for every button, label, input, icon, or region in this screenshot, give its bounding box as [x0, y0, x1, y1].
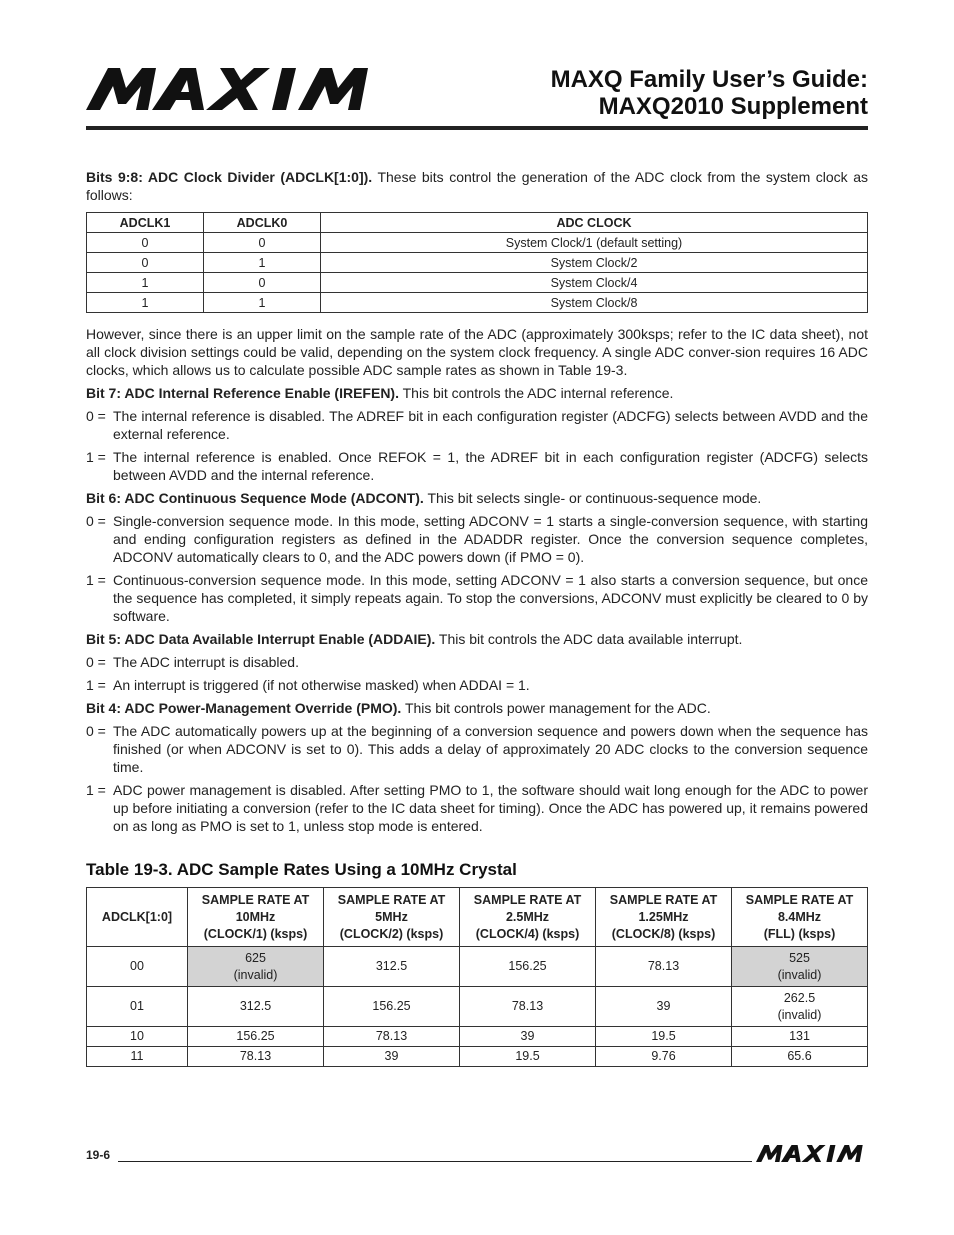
however-paragraph: However, since there is an upper limit on the sample rate of the ADC (approximately 300ksps; refer to the IC data sheet), not all clock division settings could be valid, depending on the system clock frequency. A single ADC conver-sion requires 16 ADC clocks, which allows us to calculate possible ADC sample rates as shown in Table 19-3. — [86, 326, 868, 378]
item-text: The ADC interrupt is disabled. — [113, 654, 299, 670]
bit5-item-1 — [86, 676, 868, 694]
header-divider — [86, 126, 868, 130]
table-row — [87, 1047, 868, 1067]
adc-clock-table — [86, 212, 868, 313]
table-header-cell: ADCLK[1:0] — [87, 888, 188, 947]
table-cell: 131 — [732, 1027, 868, 1047]
table-cell: 156.25 — [460, 947, 596, 987]
maxim-footer-logo — [756, 1145, 868, 1162]
maxim-logo — [86, 68, 382, 110]
item-text: Continuous-conversion sequence mode. In this mode, setting ADCONV = 1 also starts a conversion sequence, but once the sequence has completed, it simply repeats again. To stop the conversions, ADCONV must explicitly be cleared to 0 by software. — [113, 572, 868, 624]
table-row — [87, 987, 868, 1027]
bit6-text: This bit selects single- or continuous-sequence mode. — [423, 490, 762, 506]
table-cell: 9.76 — [596, 1047, 732, 1067]
bit7-text: This bit controls the ADC internal reference. — [398, 385, 674, 401]
bit5-item-0 — [86, 653, 868, 671]
table-cell: 78.13 — [460, 987, 596, 1027]
item-text: The ADC automatically powers up at the beginning of a conversion sequence and powers down when the sequence has finished (or when ADCONV is set to 0). This adds a delay of approximately 20 ADC clocks to the conversion sequence time. — [113, 723, 868, 775]
item-key: 0 = — [86, 723, 106, 739]
bit5-text: This bit controls the ADC data available interrupt. — [435, 631, 743, 647]
table-cell: System Clock/4 — [321, 273, 868, 293]
bit6-item-0 — [86, 512, 868, 566]
bit7-heading: Bit 7: ADC Internal Reference Enable (IREFEN). — [86, 385, 399, 401]
table-header-row — [87, 213, 868, 233]
table-cell: 78.13 — [596, 947, 732, 987]
sample-rate-table — [86, 887, 868, 1067]
document-title-line1: MAXQ Family User’s Guide: — [550, 66, 868, 93]
item-text: An interrupt is triggered (if not otherwise masked) when ADDAI = 1. — [113, 677, 530, 693]
table-cell: 00 — [87, 947, 188, 987]
table-cell: 0 — [204, 273, 321, 293]
table-cell: 39 — [324, 1047, 460, 1067]
table-cell: 1 — [204, 293, 321, 313]
table-header-cell: SAMPLE RATE AT 8.4MHz (FLL) (ksps) — [732, 888, 868, 947]
bit6-paragraph — [86, 489, 868, 507]
item-key: 0 = — [86, 513, 106, 529]
bit5-paragraph — [86, 630, 868, 648]
bit4-text: This bit controls power management for the ADC. — [401, 700, 711, 716]
item-key: 1 = — [86, 572, 106, 588]
bit4-item-0 — [86, 722, 868, 776]
table-header-cell: SAMPLE RATE AT 2.5MHz (CLOCK/4) (ksps) — [460, 888, 596, 947]
table-cell: 312.5 — [324, 947, 460, 987]
table-cell: System Clock/2 — [321, 253, 868, 273]
item-key: 0 = — [86, 654, 106, 670]
table-header-cell: ADCLK0 — [204, 213, 321, 233]
item-text: The internal reference is enabled. Once REFOK = 1, the ADREF bit in each configuration register (ADCFG) selects between AVDD and the internal reference. — [113, 449, 868, 483]
table-cell: 78.13 — [324, 1027, 460, 1047]
table-row — [87, 273, 868, 293]
bit4-paragraph — [86, 699, 868, 717]
bit4-item-1 — [86, 781, 868, 835]
table-cell: 39 — [596, 987, 732, 1027]
intro-paragraph — [86, 168, 868, 204]
table-cell: System Clock/1 (default setting) — [321, 233, 868, 253]
table-cell: 156.25 — [188, 1027, 324, 1047]
table-cell: 156.25 — [324, 987, 460, 1027]
table-row — [87, 233, 868, 253]
table-cell: 1 — [204, 253, 321, 273]
table-cell: 10 — [87, 1027, 188, 1047]
table-cell: 19.5 — [460, 1047, 596, 1067]
table-row — [87, 1027, 868, 1047]
table-cell: 39 — [460, 1027, 596, 1047]
table-row — [87, 293, 868, 313]
table-cell: 01 — [87, 987, 188, 1027]
item-key: 1 = — [86, 449, 106, 465]
table-header-cell: ADC CLOCK — [321, 213, 868, 233]
table-cell: 1 — [87, 273, 204, 293]
document-title — [348, 66, 868, 120]
bit7-item-0 — [86, 407, 868, 443]
document-title-line2: MAXQ2010 Supplement — [598, 93, 868, 120]
table-cell: 0 — [204, 233, 321, 253]
bit5-heading: Bit 5: ADC Data Available Interrupt Enable (ADDAIE). — [86, 631, 436, 647]
table-cell: 0 — [87, 233, 204, 253]
intro-text: These bits control the generation of the ADC clock from the system clock as follows: — [86, 169, 868, 203]
table-cell: 65.6 — [732, 1047, 868, 1067]
intro-heading: Bits 9:8: ADC Clock Divider (ADCLK[1:0]). — [86, 169, 373, 185]
page-content — [86, 168, 868, 1067]
table-cell: 78.13 — [188, 1047, 324, 1067]
table-header-cell: ADCLK1 — [87, 213, 204, 233]
table-row — [87, 253, 868, 273]
item-text: The internal reference is disabled. The ADREF bit in each configuration register (ADCFG) selects between AVDD and the external reference. — [113, 408, 868, 442]
table-cell-invalid: 525 (invalid) — [732, 947, 868, 987]
table-cell: 1 — [87, 293, 204, 313]
bit7-item-1 — [86, 448, 868, 484]
table-cell: 0 — [87, 253, 204, 273]
table-header-cell: SAMPLE RATE AT 5MHz (CLOCK/2) (ksps) — [324, 888, 460, 947]
table-caption: Table 19-3. ADC Sample Rates Using a 10MHz Crystal — [86, 860, 517, 879]
table-cell-invalid: 262.5 (invalid) — [732, 987, 868, 1027]
table-row — [87, 947, 868, 987]
item-text: ADC power management is disabled. After setting PMO to 1, the software should wait long enough for the ADC to power up before initiating a conversion (refer to the IC data sheet for timing). Once the ADC has powered up, it remains powered on as long as PMO is set to 1, unless stop mode is entered. — [113, 782, 868, 834]
table-header-cell: SAMPLE RATE AT 10MHz (CLOCK/1) (ksps) — [188, 888, 324, 947]
item-key: 1 = — [86, 677, 106, 693]
bit7-paragraph — [86, 384, 868, 402]
table-header-row — [87, 888, 868, 947]
table-cell: 11 — [87, 1047, 188, 1067]
table-cell: 19.5 — [596, 1027, 732, 1047]
item-text: Single-conversion sequence mode. In this mode, setting ADCONV = 1 starts a single-conversion sequence, with starting and ending configuration registers as defined in the ADADDR register. Once the conversion sequence completes, ADCONV automatically clears to 0, and the ADC powers down (if PMO = 0). — [113, 513, 868, 565]
footer-divider — [118, 1161, 752, 1162]
table-header-cell: SAMPLE RATE AT 1.25MHz (CLOCK/8) (ksps) — [596, 888, 732, 947]
page-number: 19-6 — [86, 1148, 111, 1162]
bit6-heading: Bit 6: ADC Continuous Sequence Mode (ADCONT). — [86, 490, 424, 506]
bit6-item-1 — [86, 571, 868, 625]
table-cell: 312.5 — [188, 987, 324, 1027]
item-key: 0 = — [86, 408, 106, 424]
bit4-heading: Bit 4: ADC Power-Management Override (PMO). — [86, 700, 402, 716]
table-cell-invalid: 625 (invalid) — [188, 947, 324, 987]
item-key: 1 = — [86, 782, 106, 798]
table-cell: System Clock/8 — [321, 293, 868, 313]
